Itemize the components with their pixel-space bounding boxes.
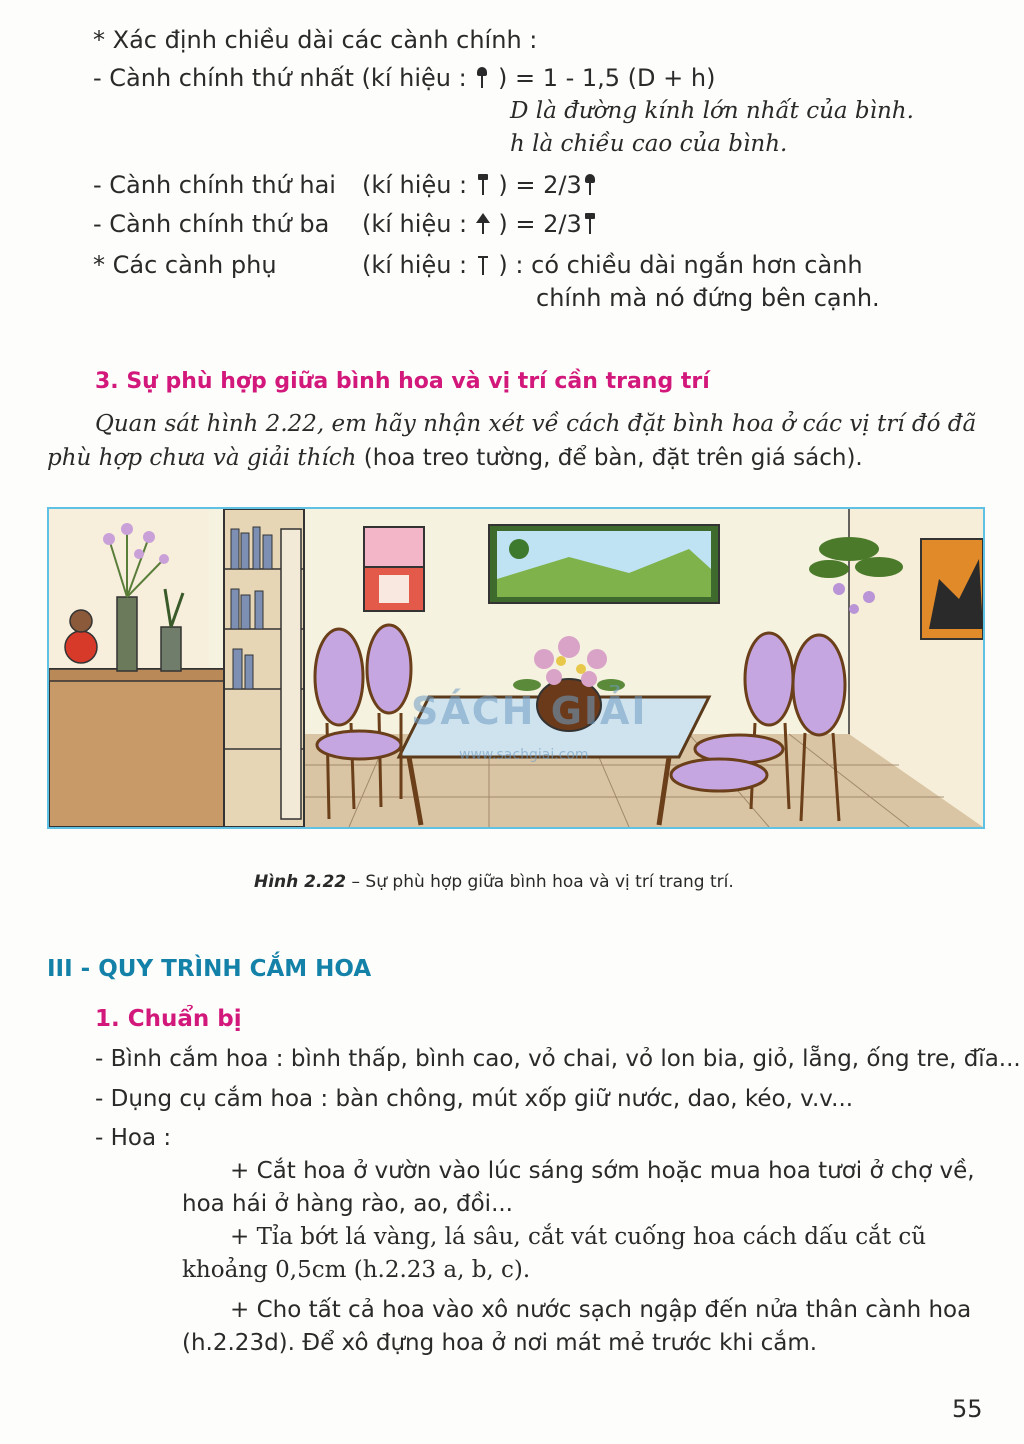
figure-dining-room-illustration [47,507,985,829]
flower-step1-a: + Cắt hoa ở vườn vào lúc sáng sớm hoặc mua hoa tươi ở chợ về, [230,1158,975,1184]
third-branch-formula-line [362,210,598,238]
first-branch-label: - Cành chính thứ nhất (kí hiệu : [93,64,467,92]
subsection-preparation-title: 1. Chuẩn bị [95,1006,242,1032]
minor-branch-sym-prefix: (kí hiệu : [362,251,468,279]
flower-step1-b: hoa hái ở hàng rào, ao, đồi... [182,1191,513,1217]
flower-step3-a: + Cho tất cả hoa vào xô nước sạch ngập đến nửa thân cành hoa [230,1297,972,1323]
watermark-text: SÁCH GIẢI [411,689,648,733]
first-branch-line [93,64,715,92]
minor-branch-line [362,251,863,279]
line-tools: - Dụng cụ cắm hoa : bàn chông, mút xốp giữ nước, dao, kéo, v.v... [95,1086,854,1112]
third-branch-label: - Cành chính thứ ba [93,210,330,238]
minor-branch-symbol-icon [477,254,489,276]
line-vase: - Bình cắm hoa : bình thấp, bình cao, vỏ chai, vỏ lon bia, giỏ, lẵng, ống tre, đĩa... [95,1046,1021,1072]
third-branch-sym-prefix: (kí hiệu : [362,210,468,238]
figure-caption [254,872,734,892]
line-flowers: - Hoa : [95,1125,172,1151]
note-height: h là chiều cao của bình. [510,131,788,157]
dining-room-drawing [49,509,983,827]
second-branch-ref-icon [584,213,596,235]
minor-branch-label: * Các cành phụ [93,251,277,279]
flower-step2-b: khoảng 0,5cm (h.2.23 a, b, c). [182,1257,531,1283]
third-branch-symbol-icon [477,213,489,235]
minor-branch-desc-2: chính mà nó đứng bên cạnh. [536,284,880,312]
section3-title: 3. Sự phù hợp giữa bình hoa và vị trí cần trang trí [95,369,710,394]
third-branch-formula: ) = 2/3 [498,210,582,238]
note-diameter: D là đường kính lớn nhất của bình. [510,98,914,124]
section3-line2 [47,445,863,471]
branches-heading: * Xác định chiều dài các cành chính : [93,26,538,54]
first-branch-formula: ) = 1 - 1,5 (D + h) [497,64,716,92]
section3-line2-italic: phù hợp chưa và giải thích [47,445,357,471]
first-branch-ref-icon [584,174,596,196]
figure-caption-label: Hình 2.22 [254,872,347,892]
second-branch-label: - Cành chính thứ hai [93,171,336,199]
section3-line2-normal: (hoa treo tường, để bàn, đặt trên giá sách). [356,445,863,471]
second-branch-symbol-icon [477,174,489,196]
second-branch-formula-line [362,171,598,199]
second-branch-formula: ) = 2/3 [498,171,582,199]
flower-step3-b: (h.2.23d). Để xô đựng hoa ở nơi mát mẻ trước khi cắm. [182,1330,818,1356]
minor-branch-desc: ) : có chiều dài ngắn hơn cành [498,251,863,279]
figure-caption-text: – Sự phù hợp giữa bình hoa và vị trí trang trí. [346,872,734,892]
section3-line1: Quan sát hình 2.22, em hãy nhận xét về cách đặt bình hoa ở các vị trí đó đã [95,411,977,437]
second-branch-sym-prefix: (kí hiệu : [362,171,468,199]
flower-step2-a: + Tỉa bớt lá vàng, lá sâu, cắt vát cuống hoa cách dấu cắt cũ [230,1224,927,1250]
first-branch-symbol-icon [476,67,488,89]
page-number: 55 [952,1395,983,1423]
section-iii-title: III - QUY TRÌNH CẮM HOA [47,956,372,982]
watermark-url: www.sachgiai.com [459,747,589,763]
